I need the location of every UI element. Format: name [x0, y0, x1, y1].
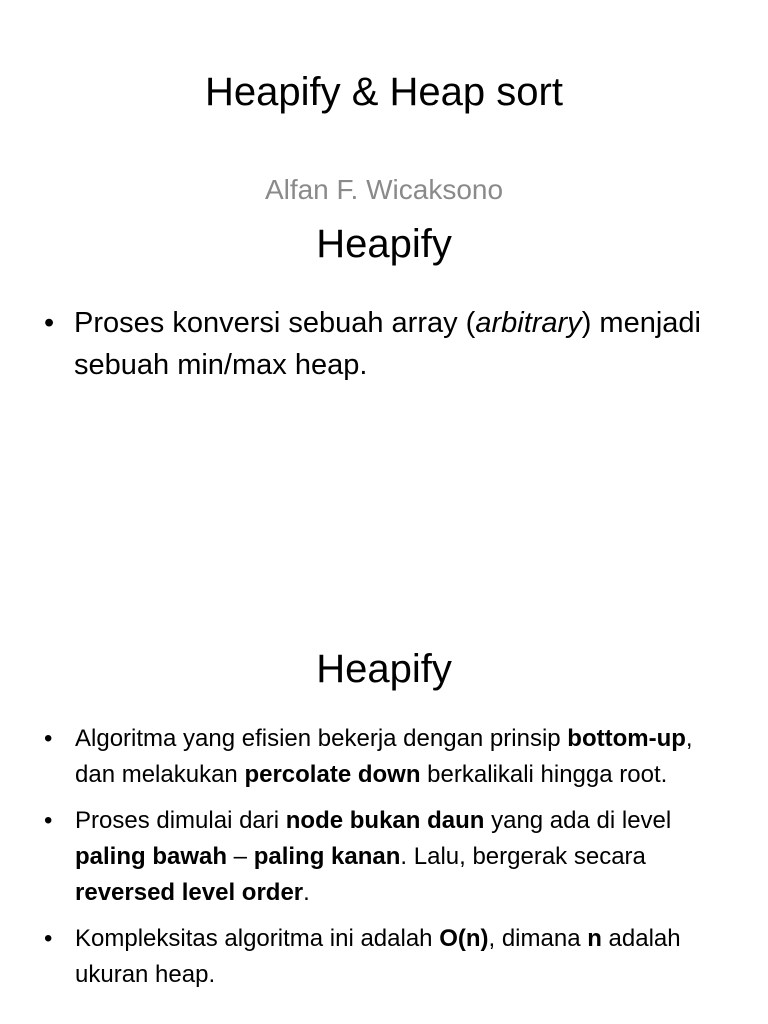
slide-1-title: Heapify & Heap sort	[205, 70, 563, 114]
slide-2-bullet: • Proses konversi sebuah array (arbitrary) menjadi sebuah min/max heap.	[44, 302, 724, 386]
author-name: Alfan F. Wicaksono	[264, 174, 504, 205]
slide-3-bullet: • Algoritma yang efisien bekerja dengan prinsip bottom-up, dan melakukan percolate down berkalikali hingga root.	[44, 721, 734, 793]
slide-3-bullet: • Kompleksitas algoritma ini adalah O(n), dimana n adalah ukuran heap.	[44, 921, 734, 993]
slide-3-bullet-list	[44, 721, 734, 1003]
slide-2-bullet-list	[44, 302, 724, 386]
slide-3-bullet: • Proses dimulai dari node bukan daun yang ada di level paling bawah – paling kanan. Lalu, bergerak secara reversed level order.	[44, 803, 734, 911]
bullet-icon: •	[44, 307, 55, 339]
bullet-icon: •	[44, 925, 53, 952]
slide-3-title: Heapify	[316, 647, 452, 691]
bullet-icon: •	[44, 725, 53, 752]
bullet-icon: •	[44, 807, 53, 834]
slide-2-title: Heapify	[316, 222, 452, 266]
